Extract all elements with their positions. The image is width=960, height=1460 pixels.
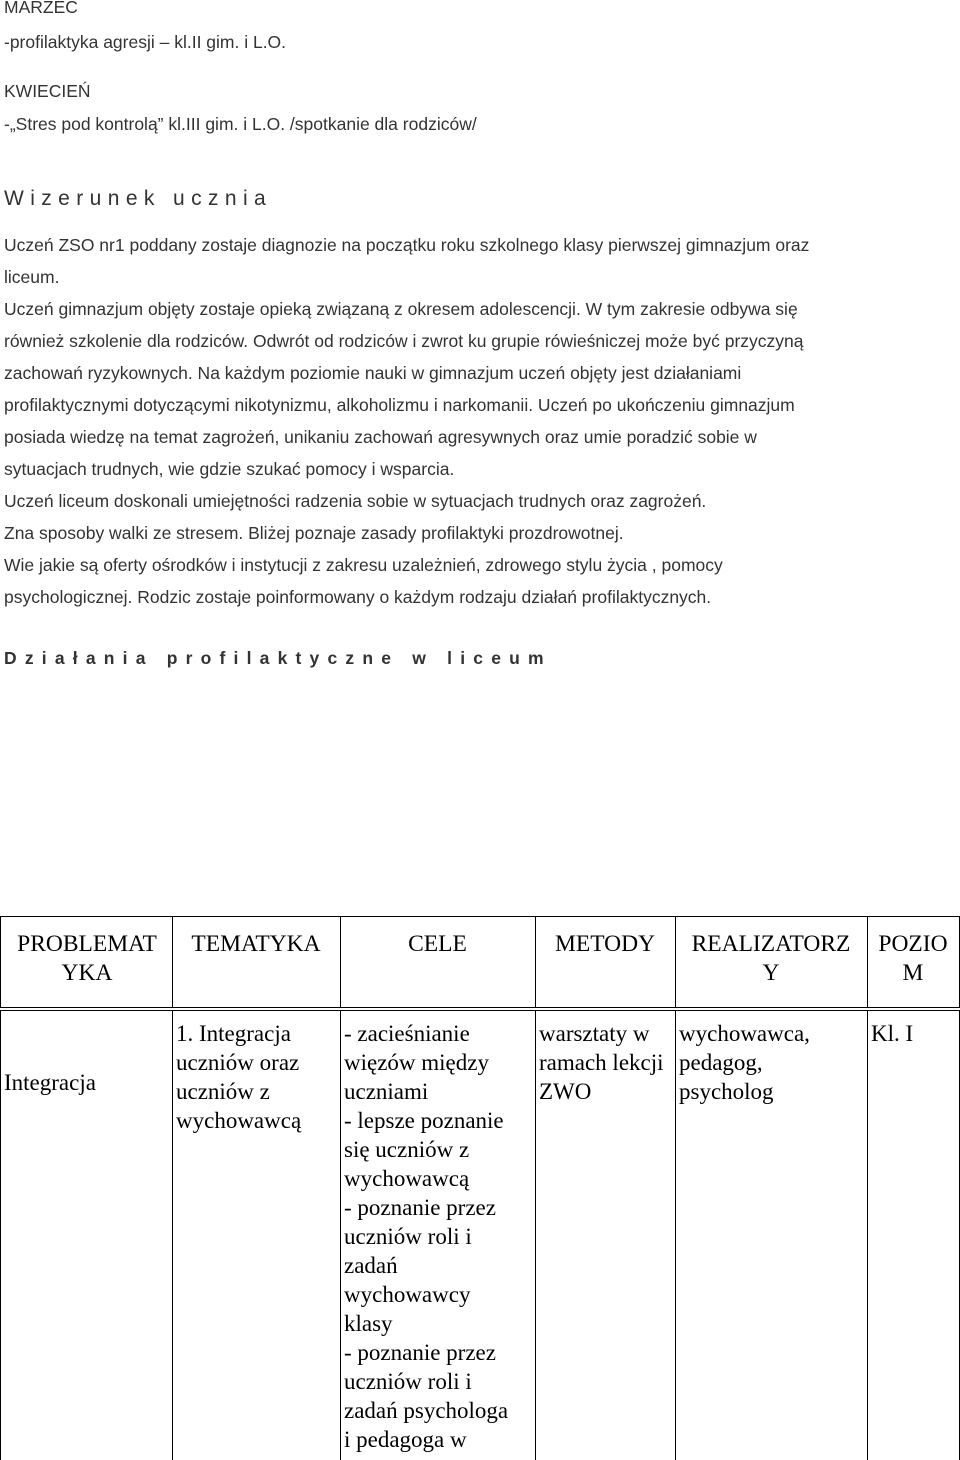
item-march: -profilaktyka agresji – kl.II gim. i L.O.	[4, 32, 287, 52]
student-image-paragraph	[4, 229, 944, 613]
table-border	[0, 1007, 960, 1008]
table-border	[172, 1010, 173, 1460]
month-april: KWIECIEŃ	[4, 81, 91, 101]
table-border	[0, 916, 960, 917]
table-row	[0, 1010, 960, 1460]
table-border	[340, 1010, 341, 1460]
paragraph-line: zachowań ryzykownych. Na każdym poziomie nauki w gimnazjum uczeń objęty jest działaniami	[4, 363, 742, 383]
paragraph-line: również szkolenie dla rodziców. Odwrót od rodziców i zwrot ku grupie rówieśniczej może być przyczyną	[4, 331, 804, 351]
cell-topic: 1. Integracja uczniów oraz uczniów z wychowawcą	[176, 1021, 302, 1133]
paragraph-line: profilaktycznymi dotyczącymi nikotynizmu, alkoholizmu i narkomanii. Uczeń po ukończeniu gimnazjum	[4, 395, 795, 415]
item-april: -„Stres pod kontrolą” kl.III gim. i L.O. /spotkanie dla rodziców/	[4, 114, 477, 134]
table-border	[0, 1010, 1, 1460]
paragraph-line: posiada wiedzę na temat zagrożeń, unikaniu zachowań agresywnych oraz umie poradzić sobie w	[4, 427, 757, 447]
paragraph-line: Uczeń liceum doskonali umiejętności radzenia sobie w sytuacjach trudnych oraz zagrożeń.	[4, 491, 707, 511]
cell-problem: Integracja	[4, 1070, 96, 1095]
paragraph-line: Uczeń ZSO nr1 poddany zostaje diagnozie na początku roku szkolnego klasy pierwszej gimnazjum oraz	[4, 235, 810, 255]
header-realizatorzy: REALIZATORZ Y	[691, 931, 851, 986]
paragraph-line: Uczeń gimnazjum objęty zostaje opieką związaną z okresem adolescencji. W tym zakresie odbywa się	[4, 299, 798, 319]
header-poziom: POZIO M	[878, 931, 948, 986]
cell-methods: warsztaty w ramach lekcji ZWO	[539, 1021, 664, 1104]
cell-executors: wychowawca, pedagog, psycholog	[679, 1021, 810, 1104]
table-border	[0, 916, 1, 1008]
student-image-heading: Wizerunek ucznia	[4, 187, 273, 210]
cell-level: Kl. I	[871, 1021, 914, 1046]
paragraph-line: psychologicznej. Rodzic zostaje poinformowany o każdym rodzaju działań profilaktycznych.	[4, 587, 712, 607]
table-header-row	[0, 916, 960, 1008]
table-border	[535, 1010, 536, 1460]
header-cele: CELE	[408, 931, 467, 957]
table-border	[867, 1010, 868, 1460]
table-border	[0, 1010, 960, 1011]
paragraph-line: sytuacjach trudnych, wie gdzie szukać pomocy i wsparcia.	[4, 459, 455, 479]
header-problematyka: PROBLEMAT YKA	[17, 931, 157, 986]
paragraph-line: Wie jakie są oferty ośrodków i instytucji z zakresu uzależnień, zdrowego stylu życia , pomocy	[4, 555, 723, 575]
month-march: MARZEC	[4, 0, 78, 17]
header-tematyka: TEMATYKA	[191, 931, 321, 957]
paragraph-line: Zna sposoby walki ze stresem. Bliżej poznaje zasady profilaktyki prozdrowotnej.	[4, 523, 624, 543]
actions-heading: Działania profilaktyczne w liceum	[4, 648, 552, 668]
header-metody: METODY	[554, 931, 656, 957]
paragraph-line: liceum.	[4, 267, 60, 287]
cell-goals: - zacieśnianie więzów między uczniami - lepsze poznanie się uczniów z wychowawcą - poznanie przez uczniów roli i zadań wychowawcy klasy - poznanie przez uczniów roli i zadań psychologa i pedagoga w	[344, 1021, 509, 1452]
table-border	[675, 1010, 676, 1460]
